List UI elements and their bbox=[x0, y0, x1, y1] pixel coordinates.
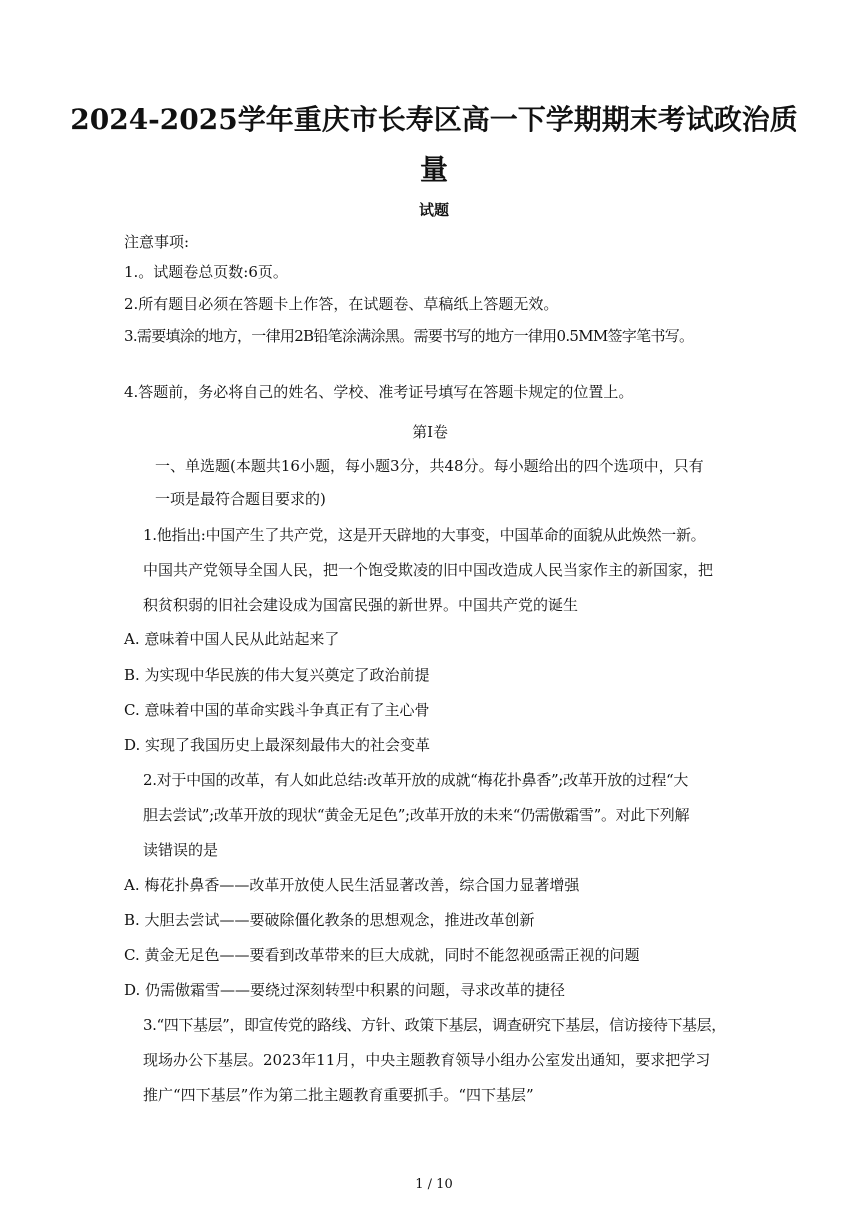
answer-option: A. 意味着中国人民从此站起来了 bbox=[124, 630, 340, 648]
answer-option: C. 黄金无足色——要看到改革带来的巨大成就，同时不能忽视亟需正视的问题 bbox=[124, 946, 640, 964]
notice-item: 4.答题前，务必将自己的姓名、学校、准考证号填写在答题卡规定的位置上。 bbox=[124, 383, 634, 401]
question-stem: 现场办公下基层。2023年11月，中央主题教育领导小组办公室发出通知，要求把学习 bbox=[143, 1051, 711, 1069]
notice-item: 2.所有题目必须在答题卡上作答，在试题卷、草稿纸上答题无效。 bbox=[124, 295, 559, 313]
page-title: 2024-2025学年重庆市长寿区高一下学期期末考试政治质 bbox=[70, 103, 798, 136]
answer-option: B. 大胆去尝试——要破除僵化教条的思想观念，推进改革创新 bbox=[124, 911, 535, 929]
question-stem: 3.“四下基层”，即宣传党的路线、方针、政策下基层，调查研究下基层，信访接待下基层， bbox=[143, 1016, 726, 1034]
question-stem: 读错误的是 bbox=[143, 841, 219, 859]
page-subtitle: 试题 bbox=[418, 201, 449, 219]
notice-item: 1.。试题卷总页数:6页。 bbox=[124, 263, 288, 281]
question-stem: 积贫积弱的旧社会建设成为国富民强的新世界。中国共产党的诞生 bbox=[143, 596, 579, 614]
section-heading-continued: 一项是最符合题目要求的) bbox=[155, 490, 326, 508]
question-stem: 中国共产党领导全国人民，把一个饱受欺凌的旧中国改造成人民当家作主的新国家，把 bbox=[143, 561, 714, 579]
answer-option: D. 实现了我国历史上最深刻最伟大的社会变革 bbox=[124, 736, 431, 754]
answer-option: D. 仍需傲霜雪——要绕过深刻转型中积累的问题，寻求改革的捷径 bbox=[124, 981, 566, 999]
page-title-continued: 量 bbox=[419, 153, 448, 186]
volume-heading: 第Ⅰ卷 bbox=[412, 423, 448, 441]
question-stem: 推广“四下基层”作为第二批主题教育重要抓手。“四下基层” bbox=[143, 1086, 534, 1104]
notice-heading: 注意事项: bbox=[124, 233, 190, 251]
page-number: 1 / 10 bbox=[415, 1177, 453, 1192]
question-stem: 1.他指出:中国产生了共产党，这是开天辟地的大事变，中国革命的面貌从此焕然一新。 bbox=[143, 526, 706, 544]
notice-item: 3.需要填涂的地方，一律用2B铅笔涂满涂黑。需要书写的地方一律用0.5MM签字笔书写。 bbox=[124, 327, 694, 345]
section-heading: 一、单选题(本题共16小题，每小题3分，共48分。每小题给出的四个选项中，只有 bbox=[155, 457, 704, 475]
answer-option: C. 意味着中国的革命实践斗争真正有了主心骨 bbox=[124, 701, 430, 719]
question-stem: 2.对于中国的改革，有人如此总结:改革开放的成就“梅花扑鼻香”;改革开放的过程“大 bbox=[143, 771, 689, 789]
answer-option: B. 为实现中华民族的伟大复兴奠定了政治前提 bbox=[124, 666, 430, 684]
answer-option: A. 梅花扑鼻香——改革开放使人民生活显著改善，综合国力显著增强 bbox=[124, 876, 580, 894]
question-stem: 胆去尝试”;改革开放的现状“黄金无足色”;改革开放的未来“仍需傲霜雪”。对此下列解 bbox=[143, 806, 690, 824]
